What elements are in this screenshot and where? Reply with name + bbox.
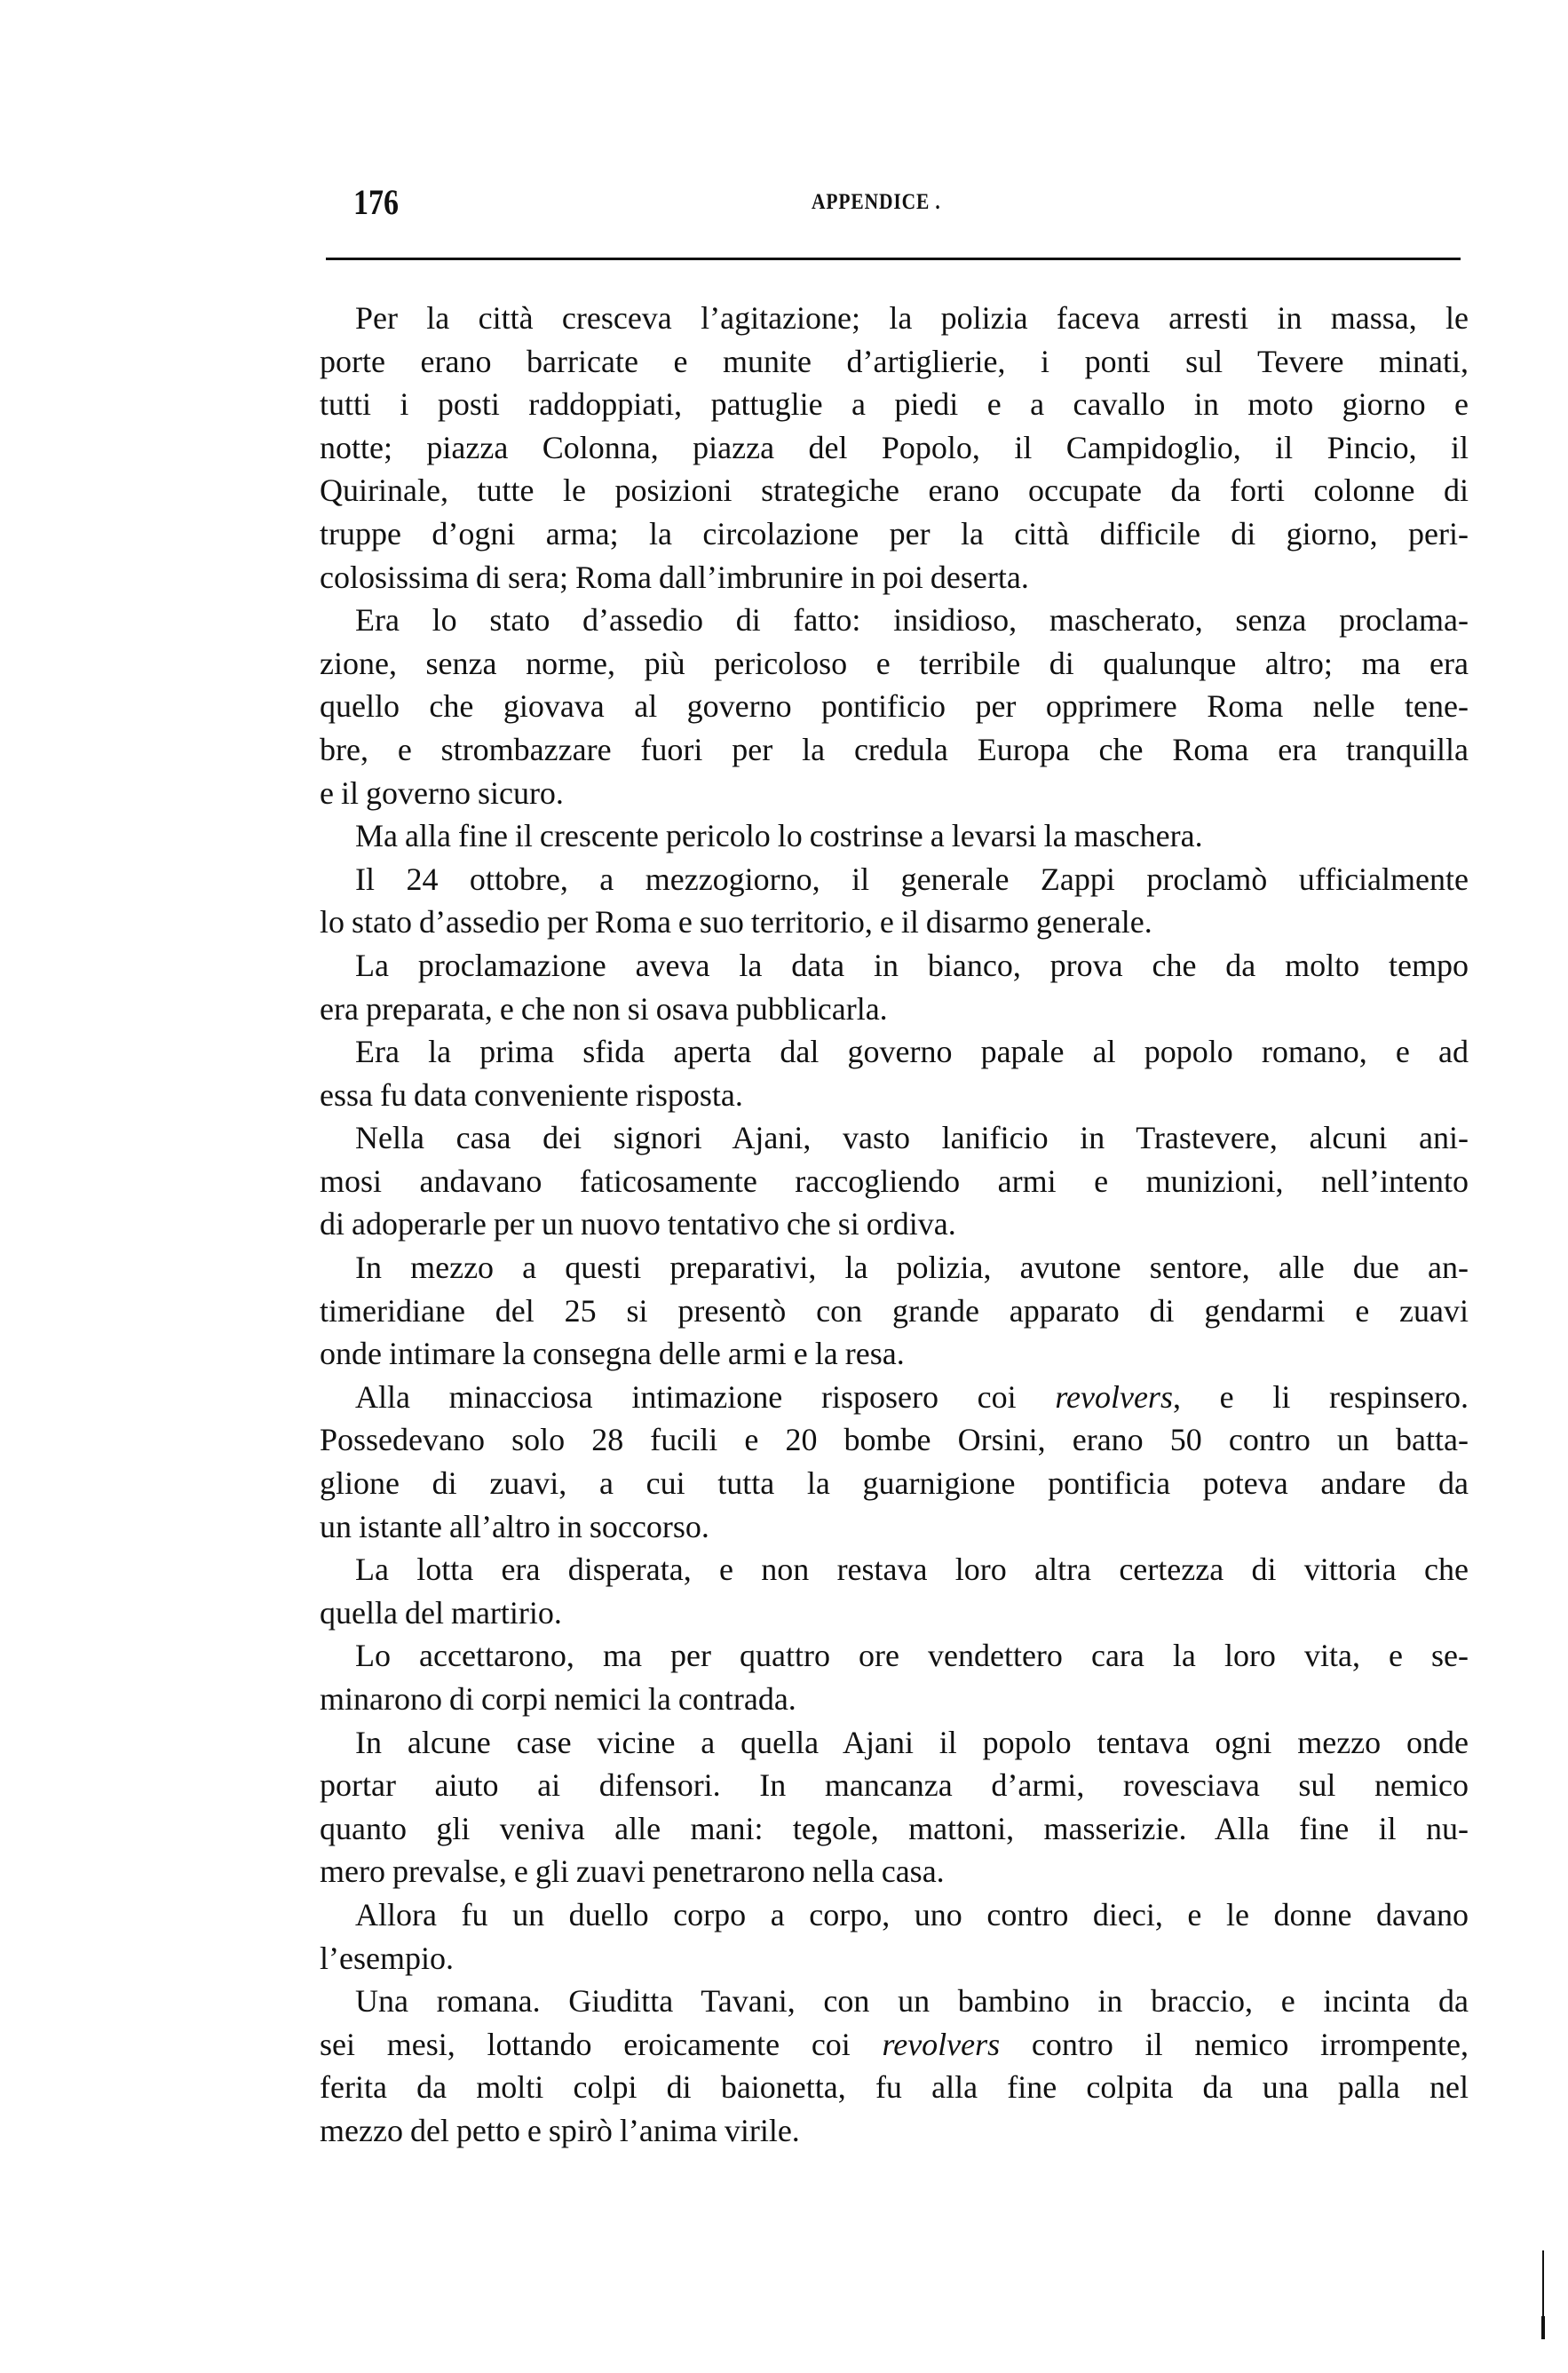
text-segment: Alla minacciosa intimazione risposero coi (355, 1378, 1056, 1415)
text-line: porte erano barricate e munite d’artiglierie, i ponti sul Tevere minati, (320, 343, 1469, 379)
text-line: In alcune case vicine a quella Ajani il popolo tentava ogni mezzo onde (355, 1724, 1469, 1760)
text-line: mezzo del petto e spirò l’anima virile. (320, 2112, 800, 2148)
text-line: glione di zuavi, a cui tutta la guarnigione pontificia poteva andare da (320, 1465, 1469, 1502)
text-line: La lotta era disperata, e non restava loro altra certezza di vittoria che (355, 1552, 1469, 1588)
text-line: Era la prima sfida aperta dal governo papale al popolo romano, e ad (355, 1034, 1469, 1070)
italic-word: revolvers (1055, 1378, 1173, 1415)
text-line: mosi andavano faticosamente raccogliendo armi e munizioni, nell’intento (320, 1163, 1469, 1199)
text-line: Quirinale, tutte le posizioni strategiche erano occupate da forti colonne di (320, 472, 1469, 509)
text-line: tutti i posti raddoppiati, pattuglie a piedi e a cavallo in moto giorno e (320, 386, 1469, 423)
text-line: colosissima di sera; Roma dall’imbrunire in poi deserta. (320, 559, 1029, 595)
text-line: mero prevalse, e gli zuavi penetrarono nella casa. (320, 1853, 945, 1890)
text-line: essa fu data conveniente risposta. (320, 1076, 743, 1113)
text-line: Nella casa dei signori Ajani, vasto lanificio in Trastevere, alcuni ani- (355, 1120, 1469, 1156)
text-line: quello che giovava al governo pontificio per opprimere Roma nelle tene- (320, 688, 1469, 725)
text-line: quella del martirio. (320, 1594, 562, 1631)
text-line (320, 1376, 1469, 1419)
text-line: un istante all’altro in soccorso. (320, 1508, 709, 1544)
text-line: ferita da molti colpi di baionetta, fu alla fine colpita da una palla nel (320, 2069, 1469, 2106)
text-line: In mezzo a questi preparativi, la polizia, avutone sentore, alle due an- (355, 1250, 1469, 1286)
scan-artifact-mark (1541, 2316, 1545, 2339)
text-line: Ma alla fine il crescente pericolo lo costrinse a levarsi la maschera. (355, 818, 1203, 854)
text-line: e il governo sicuro. (320, 774, 564, 811)
text-segment: contro il nemico irrompente, (1000, 2026, 1469, 2062)
text-line: Era lo stato d’assedio di fatto: insidioso, mascherato, senza proclama- (355, 602, 1469, 639)
text-line: Possedevano solo 28 fucili e 20 bombe Orsini, erano 50 contro un batta- (320, 1422, 1469, 1458)
text-line: di adoperarle per un nuovo tentativo che si ordiva. (320, 1206, 956, 1242)
text-line: Una romana. Giuditta Tavani, con un bambino in braccio, e incinta da (355, 1983, 1469, 2020)
text-line: quanto gli veniva alle mani: tegole, mattoni, masserizie. Alla fine il nu- (320, 1810, 1469, 1846)
text-line: portar aiuto ai difensori. In mancanza d’armi, rovesciava sul nemico (320, 1767, 1469, 1804)
text-line: minarono di corpi nemici la contrada. (320, 1681, 796, 1717)
body-text (320, 297, 1469, 2153)
text-line: bre, e strombazzare fuori per la credula Europa che Roma era tranquilla (320, 731, 1469, 767)
text-line (320, 2023, 1469, 2067)
text-line: truppe d’ogni arma; la circolazione per la città difficile di giorno, peri- (320, 515, 1469, 552)
text-line: onde intimare la consegna delle armi e la resa. (320, 1336, 905, 1372)
text-segment: , e li respinsero. (1172, 1378, 1469, 1415)
text-line: lo stato d’assedio per Roma e suo territorio, e il disarmo generale. (320, 904, 1152, 940)
header-rule (326, 258, 1461, 260)
text-line: Lo accettarono, ma per quattro ore vendettero cara la loro vita, e se- (355, 1638, 1469, 1674)
text-segment: sei mesi, lottando eroicamente coi (320, 2026, 883, 2062)
text-line: timeridiane del 25 si presentò con grande apparato di gendarmi e zuavi (320, 1292, 1469, 1329)
text-line: zione, senza norme, più pericoloso e terribile di qualunque altro; ma era (320, 645, 1469, 681)
text-line: era preparata, e che non si osava pubblicarla. (320, 990, 888, 1027)
running-title: APPENDICE . (812, 190, 941, 214)
text-line: Allora fu un duello corpo a corpo, uno contro dieci, e le donne davano (355, 1896, 1469, 1933)
italic-word: revolvers (882, 2026, 1001, 2062)
text-line: Per la città cresceva l’agitazione; la polizia faceva arresti in massa, le (355, 300, 1469, 336)
page-number: 176 (353, 182, 399, 222)
text-line: La proclamazione aveva la data in bianco, prova che da molto tempo (355, 947, 1469, 983)
text-line: l’esempio. (320, 1940, 454, 1976)
text-line: Il 24 ottobre, a mezzogiorno, il generale Zappi proclamò ufficialmente (355, 861, 1469, 897)
text-line: notte; piazza Colonna, piazza del Popolo, il Campidoglio, il Pincio, il (320, 429, 1469, 465)
